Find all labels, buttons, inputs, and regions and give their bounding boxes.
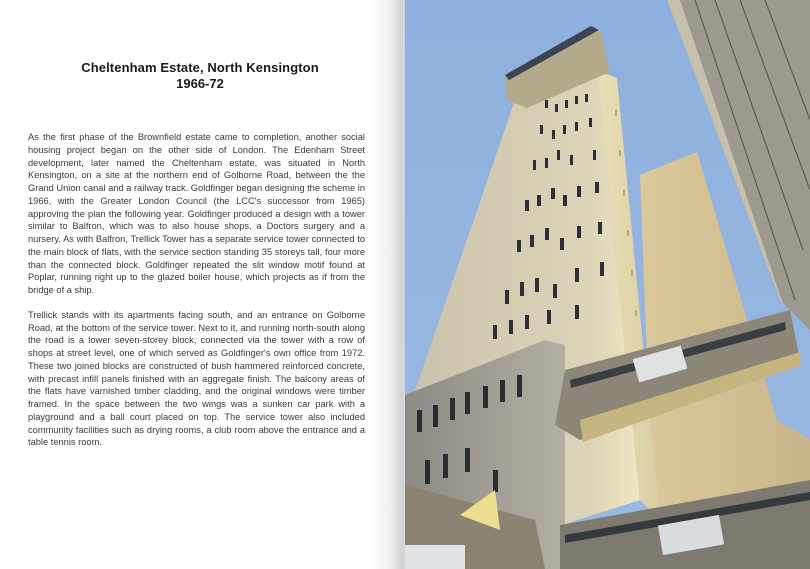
gutter-shadow: [372, 0, 404, 569]
ground-window: [405, 545, 465, 569]
left-page: [0, 0, 404, 569]
chapter-title: Cheltenham Estate, North Kensington: [81, 60, 319, 75]
tower-photograph: [405, 0, 810, 569]
photo-illustration: [405, 0, 810, 569]
paragraph-1: As the first phase of the Brownfield estate came to completion, another social housing project began on the other side of London. The Edenham Street development, later named the Cheltenham estate, was situated in North Kensington, on a site at the northern end of Golborne Road, between the the Grand Union canal and a railway track. Goldfinger began designing the scheme in 1966, with the Greater London Council (the LCC's successor from 1965) approving the plan the following year. Goldfinger produced a design with a tower similar to Balfron, which was to also house shops, a Doctors surgery and a nursery. As with Balfron, Trellick Tower has a separate service tower connected to the main block of flats, with the service section standing 35 storeys tall, four more than the connected block. Goldfinger repeated the slit window motif found at Poplar, running right up to the glazed boiler house, which projects as if from the bridge of a ship.: [28, 132, 365, 295]
chapter-dates: 1966-72: [176, 76, 224, 91]
paragraph-2: Trellick stands with its apartments facing south, and an entrance on Golborne Road, at the bottom of the service tower. Next to it, and running north-south along the road is a lower seven-storey block, connected via the tower with a row of shops at street level, one of which served as Goldfinger's own office from 1972. These two joined blocks are constructed of bush hammered reinforced concrete, with precast infill panels finished with an aggregate finish. The balcony areas of the flats have varnished timber cladding, and the original windows were timber framed. In the space between the two wings was a sunken car park with a playground and a ball court placed on top. The service tower also included community facilities such as drying rooms, a club room above the entrance and a table tennis room.: [28, 309, 365, 448]
body-text: [28, 131, 365, 461]
